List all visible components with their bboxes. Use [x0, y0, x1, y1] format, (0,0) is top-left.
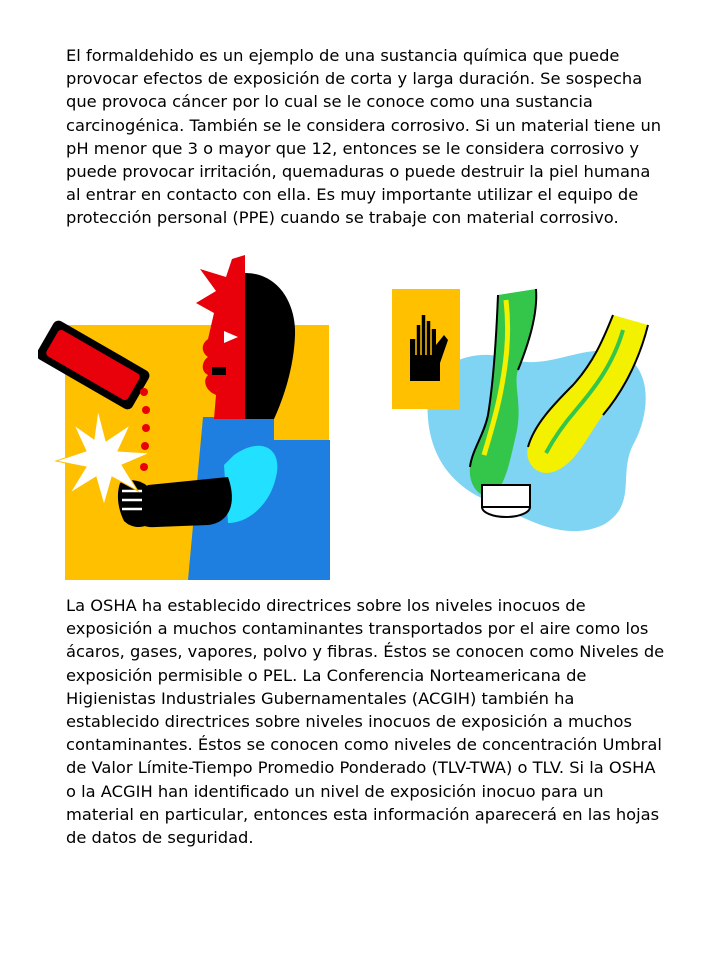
paragraph-osha: La OSHA ha establecido directrices sobre los niveles inocuos de exposición a muchos contaminantes transportados por el aire como los ácaros, gases, vapores, polvo y fibras. Éstos se conocen como Niveles de exposición permisible o PEL. La Conferencia Norteamericana de Higienistas Industriales Gubernamentales (ACGIH) también ha establecido directrices sobre niveles inocuos de exposición a muchos contaminantes. Éstos se conocen como niveles de concentración Umbral de Valor Límite-Tiempo Promedio Ponderado (TLV-TWA) o TLV. Si la OSHA o la ACGIH han identificado un nivel de exposición inocuo para un material en particular, entonces esta información aparecerá en las hojas de datos de seguridad.	[66, 596, 665, 848]
paragraph-formaldehyde: El formaldehido es un ejemplo de una sustancia química que puede provocar efectos de exposición de corta y larga duración. Se sospecha que provoca cáncer por lo cual se le conoce como una sustancia carcinogénica. También se le considera corrosivo. Si un material tiene un pH menor que 3 o mayor que 12, entonces se le considera corrosivo y puede provocar irritación, quemaduras o puede destruir la piel humana al entrar en contacto con ella. Es muy importante utilizar el equipo de protección personal (PPE) cuando se trabaje con material corrosivo.	[66, 46, 662, 228]
corrosive-hazard-illustration	[38, 255, 333, 580]
mouth	[212, 367, 226, 375]
protective-gloves-illustration	[388, 285, 658, 535]
